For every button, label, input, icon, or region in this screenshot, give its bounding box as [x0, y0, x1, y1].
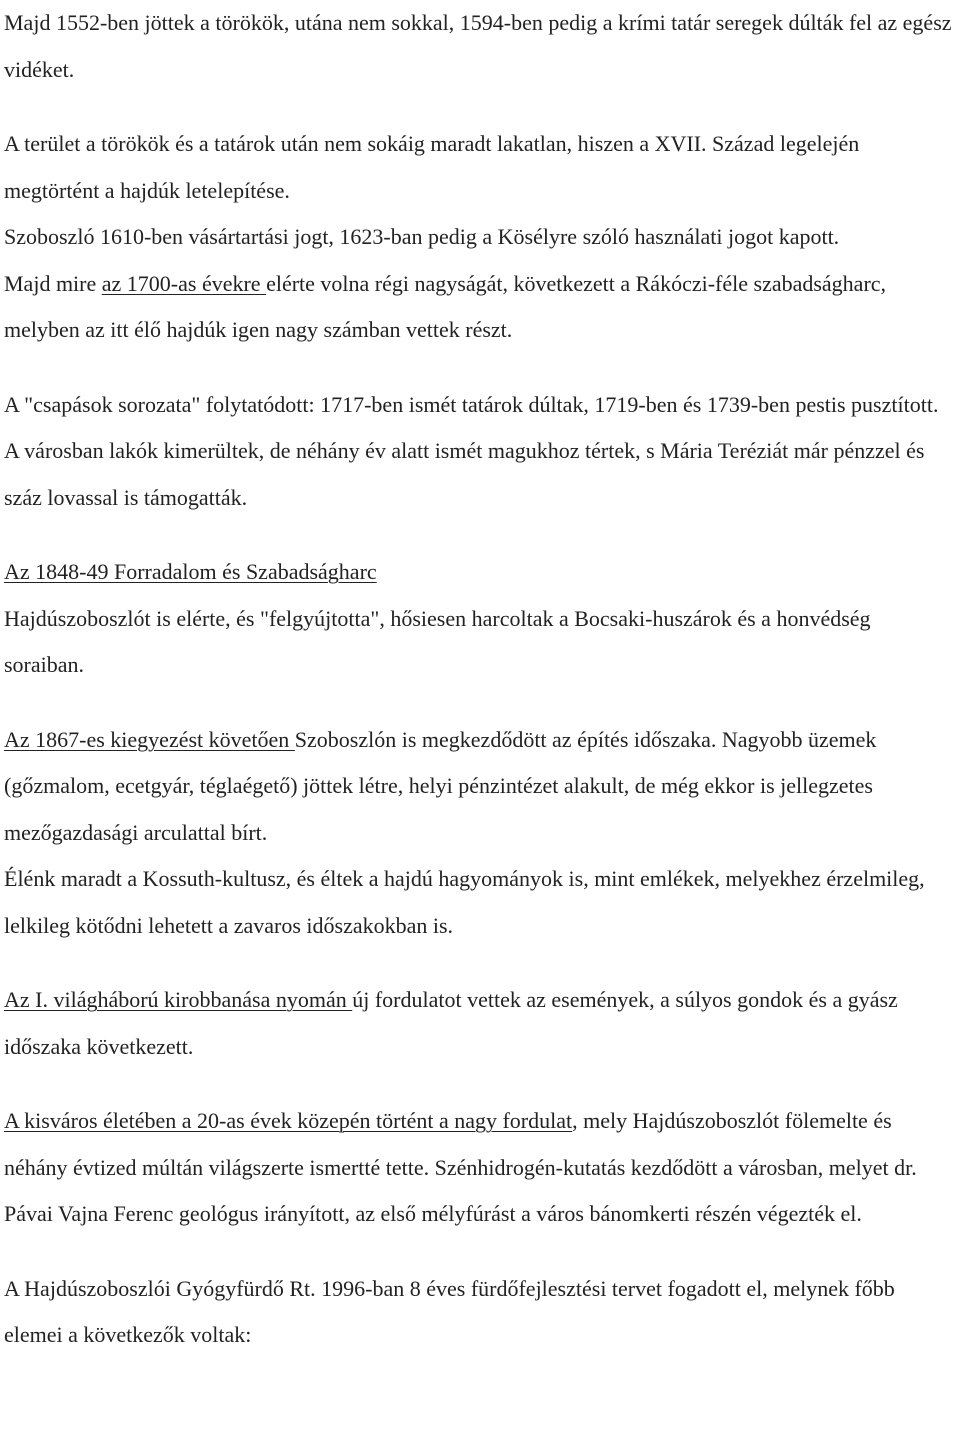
paragraph-p5 — [4, 382, 956, 522]
paragraph-link[interactable]: A kisváros életében a 20-as évek közepén történt a nagy fordulat — [4, 1108, 573, 1133]
paragraph-p6 — [4, 549, 956, 596]
paragraph-p2 — [4, 121, 956, 214]
paragraph-text: Szoboszló 1610-ben vásártartási jogt, 1623-ban pedig a Kösélyre szóló használati jogot kapott. — [4, 224, 840, 249]
paragraph-text: A Hajdúszoboszlói Gyógyfürdő Rt. 1996-ban 8 éves fürdőfejlesztési tervet fogadott el, melynek főbb elemei a következők voltak: — [4, 1275, 895, 1347]
paragraph-p4 — [4, 261, 956, 354]
paragraph-p9 — [4, 856, 956, 949]
paragraph-text: elérte volna régi nagyságát, következett a Rákóczi-féle szabadságharc, melyben az itt élő hajdúk igen nagy számban vettek részt. — [4, 270, 887, 342]
paragraph-link[interactable]: Az 1867-es kiegyezést követően — [4, 726, 295, 752]
paragraph-p12 — [4, 1266, 956, 1359]
paragraph-p3 — [4, 214, 956, 261]
paragraph-text: új fordulatot vettek az események, a súlyos gondok és a gyász időszaka következett. — [4, 987, 898, 1059]
paragraph-p11 — [4, 1098, 956, 1238]
paragraph-text: Élénk maradt a Kossuth-kultusz, és éltek a hajdú hagyományok is, mint emlékek, melyekhez érzelmileg, lelkileg kötődni lehetett a zavaros időszakokban is. — [4, 866, 925, 938]
paragraph-text: Majd 1552-ben jöttek a törökök, utána nem sokkal, 1594-ben pedig a krími tatár seregek dúlták fel az egész vidéket. — [4, 10, 952, 82]
paragraph-text: Szoboszlón is megkezdődött az építés időszaka. Nagyobb üzemek (gőzmalom, ecetgyár, téglaégető) jöttek létre, helyi pénzintézet alakult, de még ekkor is jellegzetes mezőgazdasági arculattal bírt. — [4, 726, 877, 845]
paragraph-text: A "csapások sorozata" folytatódott: 1717-ben ismét tatárok dúltak, 1719-ben és 1739-ben pestis pusztított. A városban lakók kimerültek, de néhány év alatt ismét magukhoz tértek, s Mária Teréziát már pénzzel és száz lovassal is támogatták. — [4, 391, 939, 510]
paragraph-p7 — [4, 596, 956, 689]
paragraph-text: Hajdúszoboszlót is elérte, és "felgyújtotta", hősiesen harcoltak a Bocsaki-huszárok és a honvédség soraiban. — [4, 605, 871, 677]
paragraph-text: A terület a törökök és a tatárok után nem sokáig maradt lakatlan, hiszen a XVII. Század legelején megtörtént a hajdúk letelepítése. — [4, 131, 860, 203]
paragraph-p10 — [4, 977, 956, 1070]
paragraph-link[interactable]: Az 1848-49 Forradalom és Szabadságharc — [4, 559, 377, 584]
paragraph-link[interactable]: Az I. világháború kirobbanása nyomán — [4, 987, 353, 1012]
paragraph-p8 — [4, 717, 956, 857]
paragraph-link[interactable]: az 1700-as évekre — [101, 270, 267, 296]
paragraph-text: Majd mire — [4, 270, 102, 296]
document-body — [4, 0, 956, 1359]
paragraph-p1 — [4, 0, 956, 93]
paragraph-text: , mely Hajdúszoboszlót fölemelte és néhány évtized múltán világszerte ismertté tette. Szénhidrogén-kutatás kezdődött a városban, melyet dr. Pávai Vajna Ferenc geológus irányított, az első mélyfúrást a város bánomkerti részén végezték el. — [4, 1108, 917, 1226]
